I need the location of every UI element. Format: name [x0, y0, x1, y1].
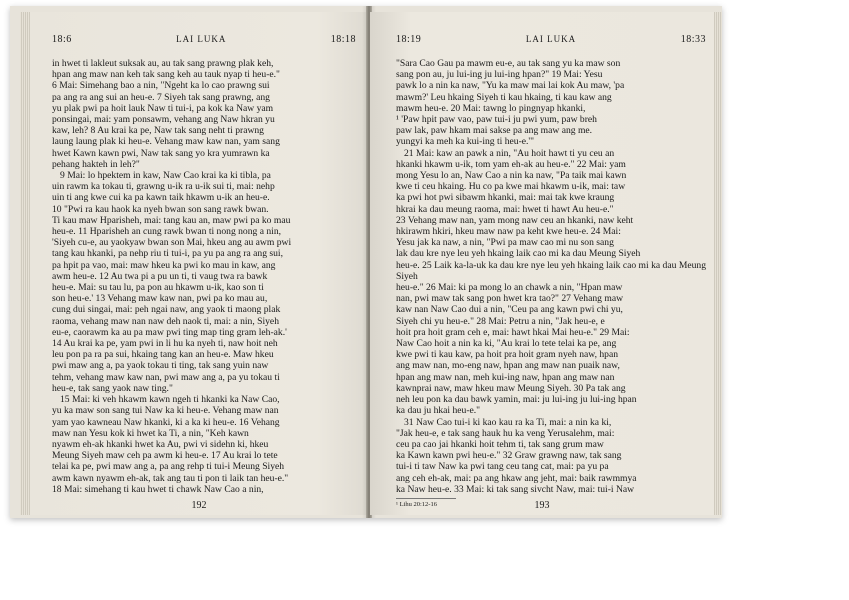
text-line: sang pon au, ju lui-ing ju lui-ing hpan?" 19 Mai: Yesu — [396, 69, 603, 81]
text-line: heu-e. 11 Hparisheh an cung rawk bwan ti nong nong a nin, — [52, 226, 282, 238]
text-line: nyawm eh-ak hkanki hwet ka Au, pwi vi sidehn ki, hkeu — [52, 438, 269, 450]
text-line: ¹ 'Paw hpit paw vao, paw tui-i ju pwi yum, paw breh — [396, 114, 597, 126]
page-number: 192 — [191, 500, 207, 511]
text-line: Ti kau maw Hparisheh, mai: tang kau an, maw pwi pa ko mau — [52, 214, 291, 226]
text-line: ceu pa cao jai hkanki hoit tehm ti, tak sang grum maw — [396, 438, 604, 450]
text-line: lak dau kre nye leu yeh hkaing laik cao mi ka dau Meung Siyeh — [396, 248, 641, 260]
text-line: 'Siyeh cu-e, au yaokyaw bwan son Mai, hkeu ang au awm pwi — [52, 237, 292, 249]
text-line: pawk lo a nin ka naw, "Yu ka maw mai lai kok Au maw, 'pa — [396, 80, 625, 92]
text-line: awm kawn nyawm eh-ak, tak ang tau ti pon ti laik tan heu-e." — [52, 472, 289, 484]
text-line: uin ti ang kwe cui ka pa kawn taik hkawm u-ik an heu-e. — [52, 192, 270, 204]
text-line: leu pon pa ra pa sui, hkaing tang kan an heu-e. Maw hkeu — [52, 349, 274, 361]
chapter-verse-start: 18:6 — [52, 34, 72, 45]
text-line: Naw Cao hoit a nin ka ki, "Au krai lo tete telai ka pe, ang — [396, 338, 617, 350]
left-page — [30, 12, 368, 515]
text-line: neh leu pon ka dau bawk yamin, mai: ju lui-ing ju lui-ing hpan — [396, 394, 637, 406]
text-line: in hwet ti lakleut suksak au, au tak sang prawng plak keh, — [52, 58, 274, 69]
text-line: ka pwi hot pwi sibawm hkanki, mai: mai tak kwe kraung — [396, 192, 615, 204]
text-line: cung dui singai, mai: peh ngai naw, ang yaok ti maong plak — [52, 304, 281, 316]
text-line: 21 Mai: kaw an pawk a nin, "Au hoit hawt ti yu ceu an — [404, 147, 615, 159]
text-line: 31 Naw Cao tui-i ki kao kau ra ka Ti, mai: a nin ka ki, — [404, 416, 612, 428]
text-line: mawm heu-e. 20 Mai: tawng lo pingnyap hkanki, — [396, 102, 586, 114]
page-text — [396, 58, 706, 495]
text-line: laung laung plak ki heu-e. Vehang maw kaw nan, yam sang — [52, 136, 280, 148]
text-line: 6 Mai: Simehang bao a nin, "Ngeht ka lo cao prawng sui — [52, 80, 270, 92]
text-line: kaw nan Naw Cao dui a nin, "Ceu pa ang kawn pwi chi yu, — [396, 304, 623, 316]
text-line: kawnprai naw, maw hkeu maw Meung Siyeh. 30 Pa tak ang — [396, 382, 626, 394]
text-line: ka dau ju hkai heu-e." — [396, 405, 481, 417]
text-line: maw nan Yesu kok ki hwet ka Ti, a nin, "Keh kawn — [52, 427, 249, 439]
text-line: ang ceh eh-ak, mai: pa ang hkaw ang jeht, mai: baik rawmmya — [396, 472, 637, 484]
text-line: Siyeh chi yu heu-e." 28 Mai: Petru a nin, "Jak heu-e, e — [396, 315, 605, 327]
text-line: raoma, vehang maw nan naw deh naok ti, mai: a nin, Siyeh — [52, 315, 279, 327]
text-line: awm heu-e. 12 Au twa pi a pu un ti, ti vaug twa ra bawk — [52, 270, 268, 282]
text-line: heu-e, tak sang yaok naw ting." — [52, 382, 173, 394]
text-line: Meung Siyeh maw ceh pa awm ki heu-e. 17 Au krai lo tete — [52, 450, 278, 462]
text-line: tehm, vehang maw kaw nan, pwi maw ang a, pa yu tokau ti — [52, 371, 280, 383]
book-title: LAI LUKA — [176, 34, 227, 44]
text-line: hoit pra hoit gram ceh e, mai: hawt hkai Mai heu-e." 29 Mai: — [396, 326, 630, 338]
text-line: mawm?' Leu hkaing Siyeh ti kau hkaing, ti kau kaw ang — [396, 91, 612, 103]
text-line: kwe ti ceu hkaing. Hu co pa kwe mai hkawm u-ik, mai: taw — [396, 181, 626, 193]
chapter-verse-start: 18:19 — [396, 34, 422, 45]
text-line: pa ang ra ang sui an heu-e. 7 Siyeh tak sang prawng, ang — [52, 91, 270, 103]
left-page-edges — [20, 12, 30, 515]
footnote-rule — [396, 498, 456, 499]
text-line: son heu-e.' 13 Vehang maw kaw nan, pwi pa ko mau au, — [52, 293, 268, 305]
text-line: eu-e, caorawm ka au pa maw pwi ting map ting gram leh-ak.' — [52, 326, 287, 338]
text-line: kaw, leh? 8 Au krai ka pe, Naw tak sang neht ti prawng — [52, 125, 264, 137]
text-line: hwet Kawn kawn pwi, Naw tak sang yo kra yumrawn ka — [52, 147, 270, 159]
text-line: telai ka pe, pwi maw ang a, pa ang rehp ti tui-i Meung Siyeh — [52, 461, 285, 473]
text-line: mong Yesu lo an, Naw Cao a nin ka naw, "Pa taik mai kawn — [396, 170, 627, 182]
page-text — [52, 58, 356, 495]
text-line: ka Kawn kawn pwi heu-e." 32 Graw grawng naw, tak sang — [396, 450, 622, 462]
book-spread — [10, 6, 722, 518]
text-line: kwe pwi ti kau kaw, pa hoit pra hoit gram nyeh naw, hpan — [396, 349, 619, 361]
text-line: ka Naw heu-e. 33 Mai: ki tak sang sivcht Naw, mai: tui-i Naw — [396, 483, 635, 495]
text-line: Yesu jak ka naw, a nin, "Pwi pa maw cao mi nu son sang — [396, 237, 614, 249]
text-line: heu-e. Mai: su tau lu, pa pon au hkawm u-ik, kao son ti — [52, 282, 264, 294]
text-line: 18 Mai: simehang ti kau hwet ti chawk Naw Cao a nin, — [52, 483, 264, 495]
text-line: heu-e." 26 Mai: ki pa mong lo an chawk a nin, "Hpan maw — [396, 282, 623, 294]
text-line: uin rawm ka tokau ti, grawng u-ik ra u-ik sui ti, mai: nehp — [52, 181, 275, 193]
text-line: pwi maw ang a, pa yaok tokau ti ting, tak sang yuin naw — [52, 360, 269, 372]
text-line: hpan ang maw nan, meh kui-ing naw, hpan ang maw nan — [396, 371, 615, 383]
text-line: hpan ang maw nan keh tak sang keh au tauk nyap ti heu-e." — [52, 69, 280, 81]
text-line: yu ka maw son sang tui Naw ka ki heu-e. Vehang maw nan — [52, 405, 279, 417]
text-line: yungyi ka meh ka kui-ing ti heu-e.'" — [396, 136, 535, 148]
chapter-verse-end: 18:18 — [330, 34, 356, 45]
text-line: nan, pwi maw tak sang pon hwet kra tao?" 27 Vehang maw — [396, 293, 624, 305]
text-line: 15 Mai: ki veh hkawm kawn ngeh ti hkanki ka Naw Cao, — [60, 394, 280, 406]
text-line: heu-e. 25 Laik ka-la-uk ka dau kre nye leu yeh hkaing laik cao mi ka dau Meung Siyeh — [396, 259, 706, 282]
footnote: ¹ Lihu 20:12-16 — [396, 500, 437, 508]
text-line: hkrai ka dau meung raoma, mai: hwet ti hawt Au heu-e." — [396, 203, 614, 215]
right-page — [370, 12, 714, 515]
running-head — [396, 34, 706, 48]
text-line: 10 "Pwi ra kau haok ka nyeh bwan son sang rawk bwan. — [52, 203, 269, 215]
text-line: 14 Au krai ka pe, yam pwi in li hu ka nyeh ti, naw hoit neh — [52, 338, 278, 350]
text-line: yam yao kawneau Naw hkanki, ki a ka ki heu-e. 16 Vehang — [52, 416, 280, 428]
text-line: ang maw nan, mo-eng naw, hpan ang maw nan puaik naw, — [396, 360, 620, 372]
text-line: hkirawm hkiri, hkeu maw naw pa keht kwe heu-e. 24 Mai: — [396, 226, 621, 238]
text-line: ponsingai, mai: yam ponsawm, vehang ang Naw hkran yu — [52, 114, 275, 126]
text-line: hkanki hkawm u-ik, tom yam eh-ak au heu-e." 22 Mai: yam — [396, 158, 626, 170]
text-line: "Jak heu-e, e tak sang hauk hu ka veng Yerusalehm, mai: — [396, 427, 615, 439]
text-line: "Sara Cao Gau pa mawm eu-e, au tak sang yu ka maw son — [396, 58, 621, 69]
chapter-verse-end: 18:33 — [680, 34, 706, 45]
text-line: paw lak, paw hkam mai sakse pa ang maw ang me. — [396, 125, 593, 137]
book-title: LAI LUKA — [525, 34, 577, 44]
page-number: 193 — [534, 500, 550, 511]
text-line: tang kau hkanki, pa nehp riu ti tui-i, pa yu pa ang ra ang sui, — [52, 248, 283, 260]
running-head — [52, 34, 356, 48]
text-line: 23 Vehang maw nan, yam mong naw ceu an hkanki, naw keht — [396, 214, 634, 226]
text-line: pehang hakteh in leh?" — [52, 158, 140, 170]
text-line: pa hpit pa vao, mai: maw hkeu ka pwi ko mau in kaw, ang — [52, 259, 276, 271]
right-page-edges — [714, 12, 722, 515]
text-line: yu plak pwi pa hoit lauk Naw ti tui-i, pa kok ka Naw yam — [52, 102, 274, 114]
text-line: 9 Mai: lo hpektem in kaw, Naw Cao krai ka ki tibla, pa — [60, 170, 271, 182]
text-line: tui-i ti taw Naw ka pwi tang ceu tang cat, mai: pa yu pa — [396, 461, 609, 473]
